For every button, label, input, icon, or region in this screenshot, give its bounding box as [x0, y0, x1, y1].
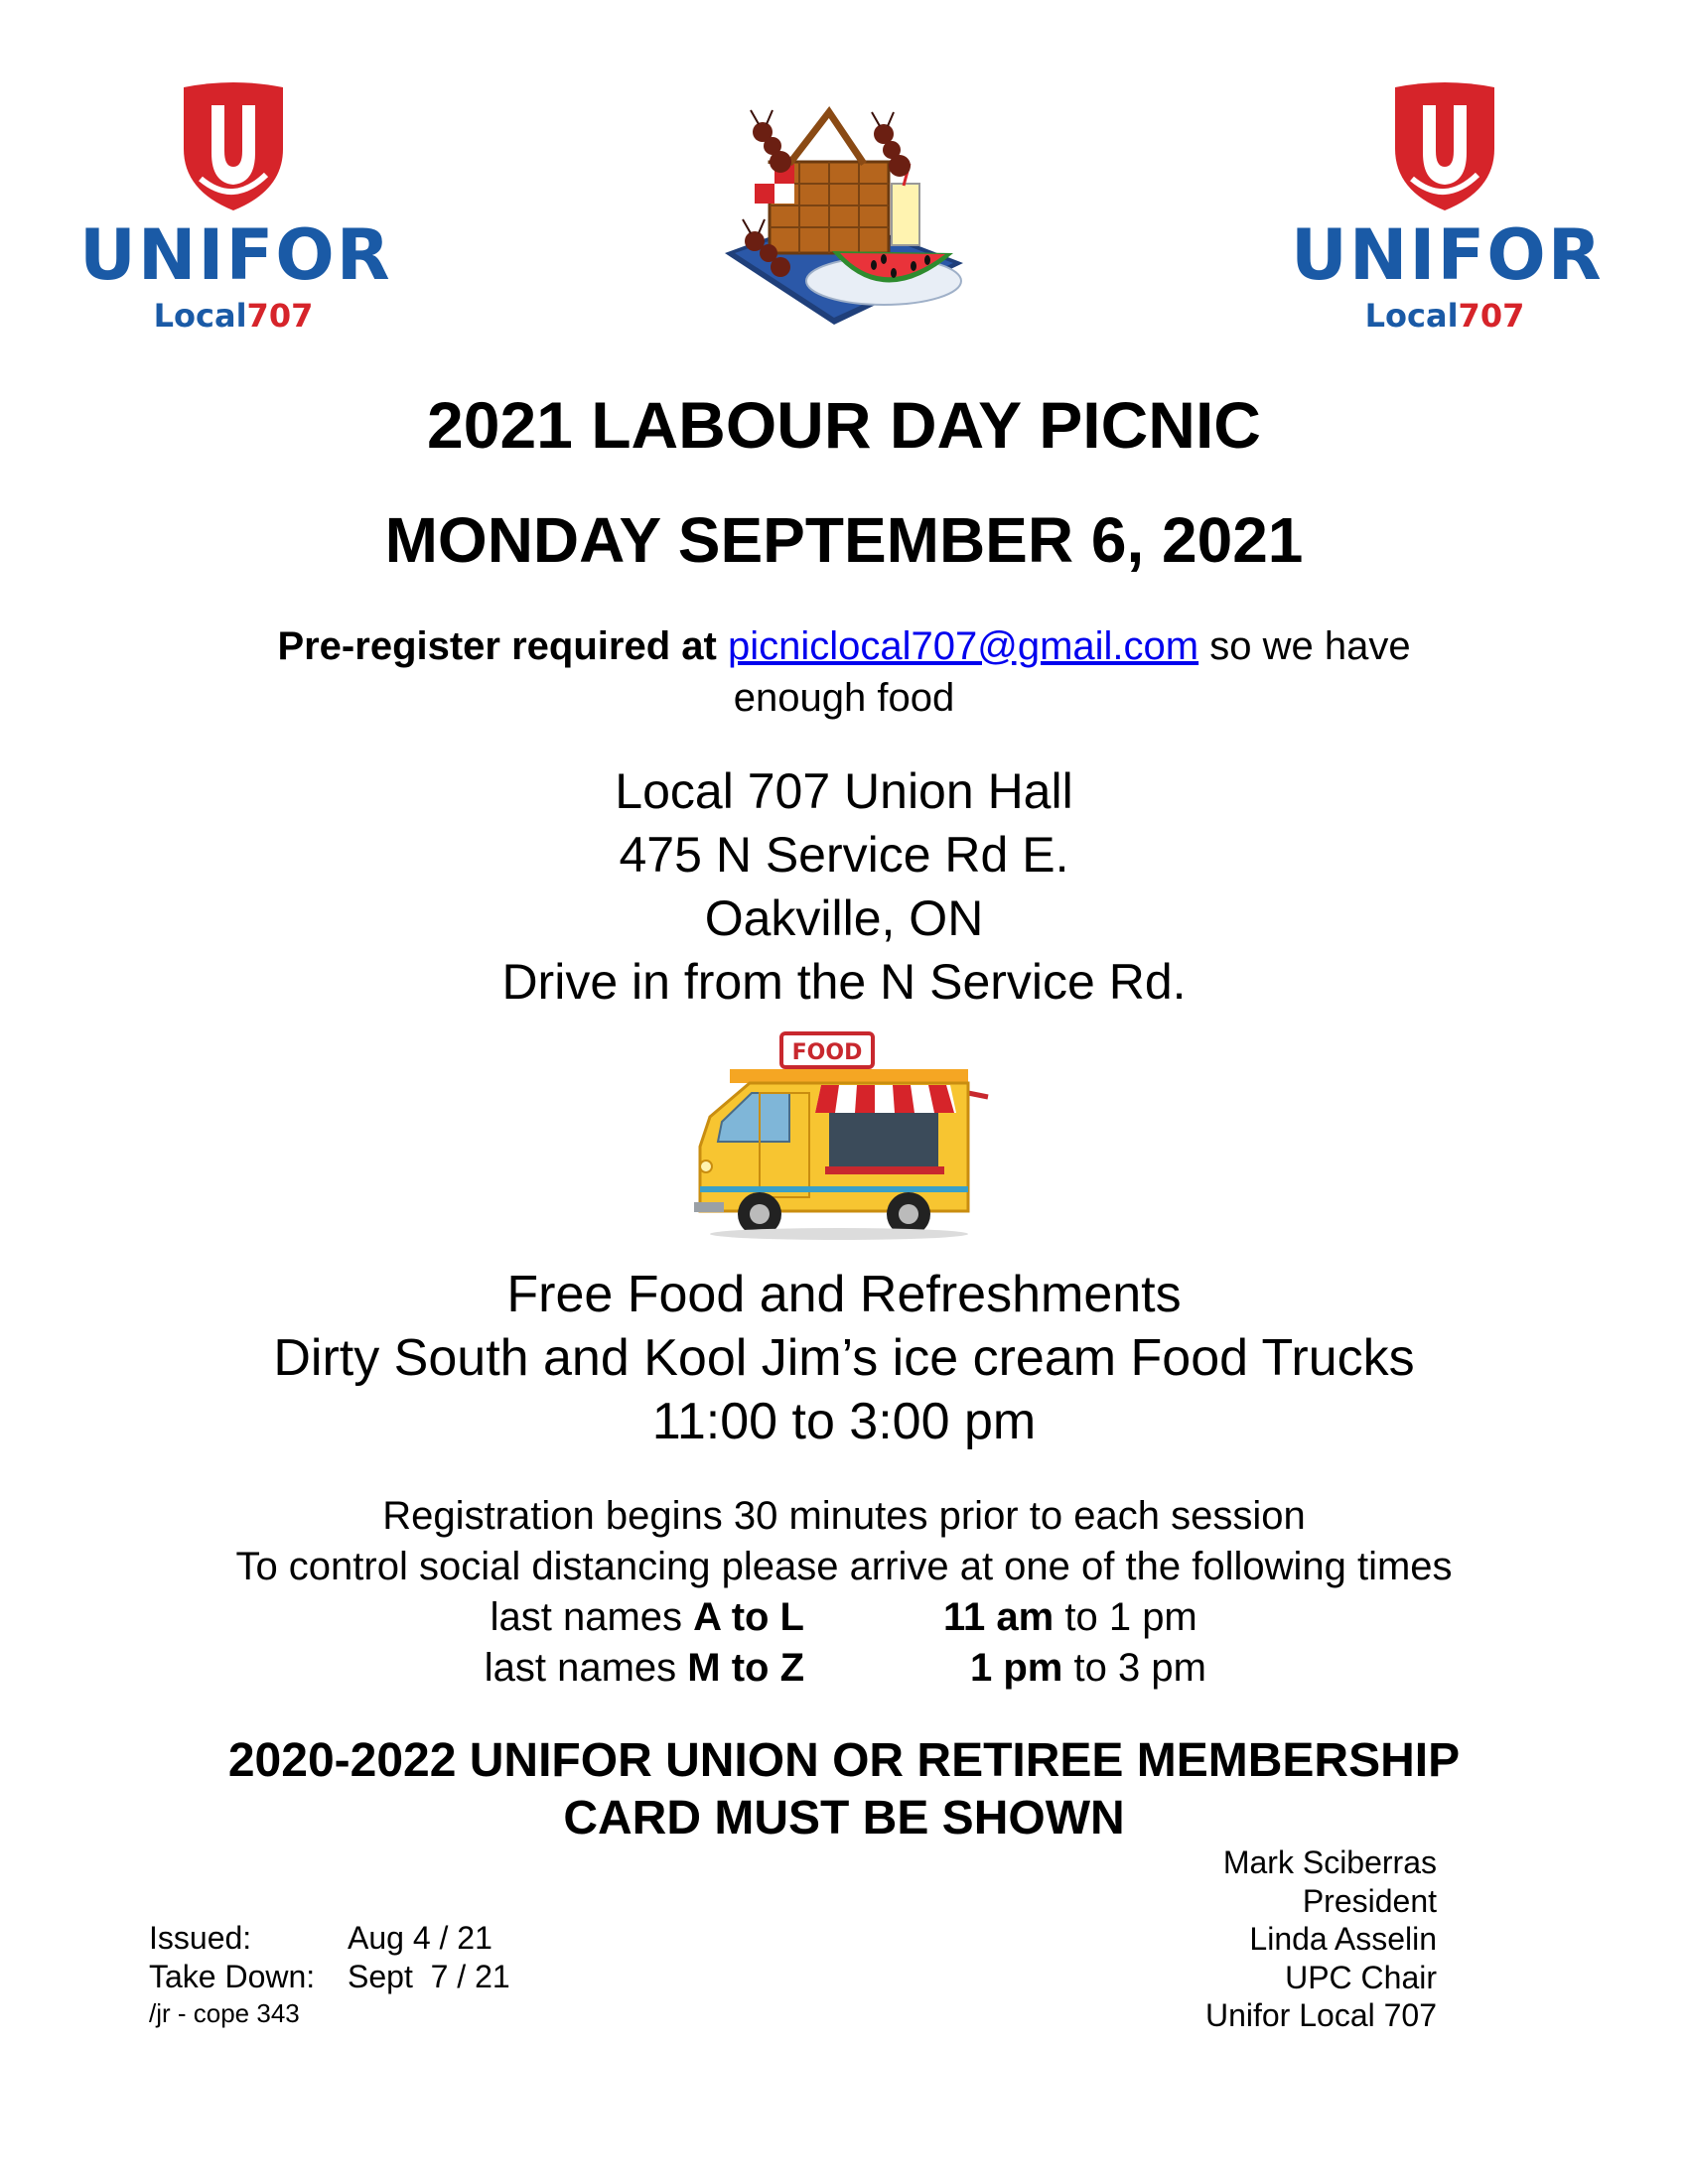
schedule-row [0, 1643, 1688, 1694]
membership-requirement [0, 1732, 1688, 1847]
unifor-wordmark: UNIFOR [1291, 214, 1604, 296]
local-707-label: Local707 [153, 297, 314, 335]
page-title: 2021 LABOUR DAY PICNIC [427, 388, 1261, 462]
food-trucks-line: Dirty South and Kool Jim’s ice cream Food Trucks [273, 1329, 1415, 1387]
email-link[interactable]: picniclocal707@gmail.com [727, 624, 1199, 668]
issued-label: Issued: [149, 1920, 252, 1956]
street-address: 475 N Service Rd E. [619, 827, 1069, 883]
signer-name-2: Linda Asselin [1249, 1921, 1437, 1957]
registration-info [0, 1491, 1688, 1592]
unifor-logo-left [79, 79, 397, 347]
signer-title-1: President [1302, 1882, 1437, 1919]
picnic-basket-illustration [715, 104, 973, 333]
local-707-label: Local707 [1364, 297, 1525, 335]
schedule-row [0, 1592, 1688, 1643]
membership-line-2: CARD MUST BE SHOWN [563, 1792, 1125, 1844]
reference-code: /jr - cope 343 [149, 1998, 300, 2028]
food-truck-illustration [690, 1027, 1008, 1241]
signer-title-2: UPC Chair [1285, 1959, 1437, 1995]
preregister-suffix: so we have [1209, 624, 1411, 668]
food-details [0, 1263, 1688, 1453]
unifor-shield-icon [1291, 79, 1599, 218]
membership-line-1: 2020-2022 UNIFOR UNION OR RETIREE MEMBERSHIP [227, 1734, 1461, 1787]
event-date: MONDAY SEPTEMBER 6, 2021 [384, 504, 1304, 576]
signatories [1205, 1843, 1437, 2035]
issued-date: Aug 4 / 21 [348, 1920, 492, 1956]
event-address [0, 759, 1688, 1014]
driving-directions: Drive in from the N Service Rd. [501, 954, 1187, 1010]
social-distancing-note: To control social distancing please arrive at one of the following times [235, 1545, 1453, 1588]
preregister-suffix-line2: enough food [733, 676, 955, 720]
free-food-line: Free Food and Refreshments [506, 1266, 1182, 1323]
preregister-label: Pre-register required at [277, 624, 717, 668]
schedule-name-range: last names A to L [490, 1595, 804, 1639]
venue-name: Local 707 Union Hall [615, 763, 1073, 819]
unifor-wordmark: UNIFOR [79, 214, 392, 296]
food-sign-text: FOOD [791, 1040, 863, 1065]
schedule-time-range: 1 pm to 3 pm [970, 1646, 1206, 1690]
registration-begins: Registration begins 30 minutes prior to each session [382, 1494, 1306, 1538]
schedule-name-range: last names M to Z [484, 1646, 804, 1690]
takedown-label: Take Down: [149, 1959, 316, 1994]
unifor-logo-right [1291, 79, 1609, 347]
event-hours: 11:00 to 3:00 pm [651, 1393, 1037, 1450]
schedule-time-range: 11 am to 1 pm [943, 1595, 1197, 1639]
signer-name-1: Mark Sciberras [1222, 1844, 1437, 1880]
signer-organization: Unifor Local 707 [1204, 1997, 1437, 2033]
preregister-notice [0, 620, 1688, 724]
takedown-date: Sept 7 / 21 [348, 1959, 510, 1994]
city-province: Oakville, ON [704, 890, 984, 946]
arrival-schedule [0, 1592, 1688, 1694]
unifor-shield-icon [79, 79, 387, 218]
